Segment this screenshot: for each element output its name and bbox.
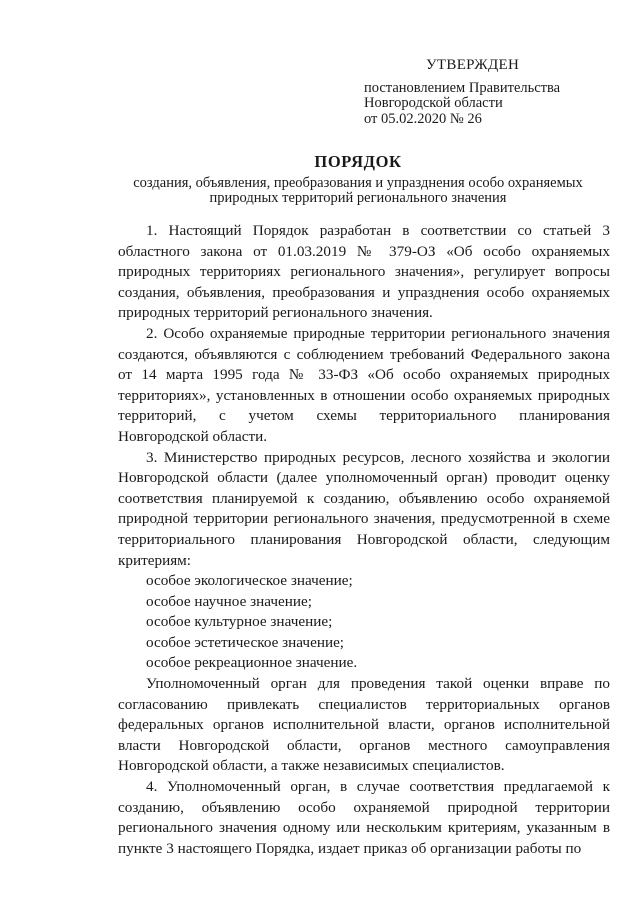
criterion-item: особое экологическое значение; [146, 572, 353, 590]
approval-line: от 05.02.2020 № 26 [364, 110, 482, 127]
subtitle-line: природных территорий регионального значения [209, 190, 507, 206]
approval-block [364, 58, 624, 127]
paragraph-2: 2. Особо охраняемые природные территории регионального значения создаются, объявляются с соблюдением требований Федерального закона от 14 марта 1995 года № 33-ФЗ «Об особо охраняемых природных территориях», установленных в отношении особо охраняемых природных территорий, с учетом схемы территориального планирования Новгородской области. [118, 324, 610, 445]
criterion-item: особое научное значение; [146, 592, 312, 610]
criterion-item: особое эстетическое значение; [146, 633, 345, 651]
document-body [118, 221, 610, 859]
paragraph-1: 1. Настоящий Порядок разработан в соответствии со статьей 3 областного закона от 01.03.2019 № 379-ОЗ «Об особо охраняемых природных территориях регионального значения», регулирует вопросы создания, объявления, преобразования и упразднения особо охраняемых природных территорий регионального значения. [118, 222, 610, 322]
document-subtitle [96, 176, 620, 206]
paragraph-3-continuation: Уполномоченный орган для проведения такой оценки вправе по согласованию привлекать специалистов территориальных органов федеральных органов исполнительной власти, органов исполнительной власти Новгородской области, органов местного самоуправления Новгородской области, а также независимых специалистов. [118, 675, 610, 775]
paragraph-3: 3. Министерство природных ресурсов, лесного хозяйства и экологии Новгородской области (далее уполномоченный орган) проводит оценку соответствия планируемой к созданию, объявлению особо охраняемой природной территории регионального значения, предусмотренной в схеме территориального планирования Новгородской области, следующим критериям: [118, 448, 610, 569]
subtitle-line: создания, объявления, преобразования и упразднения особо охраняемых [133, 175, 583, 191]
document-title: ПОРЯДОК [314, 152, 402, 171]
approved-heading: УТВЕРЖДЕН [426, 57, 520, 73]
criterion-item: особое культурное значение; [146, 613, 333, 631]
approval-line: Новгородской области [364, 95, 503, 111]
criterion-item: особое рекреационное значение. [146, 654, 358, 672]
paragraph-4: 4. Уполномоченный орган, в случае соответствия предлагаемой к созданию, объявлению особо охраняемой природной территории регионального значения одному или нескольким критериям, указанным в пункте 3 настоящего Порядка, издает приказ об организации работы по [118, 778, 610, 857]
approval-line: постановлением Правительства [364, 79, 561, 96]
